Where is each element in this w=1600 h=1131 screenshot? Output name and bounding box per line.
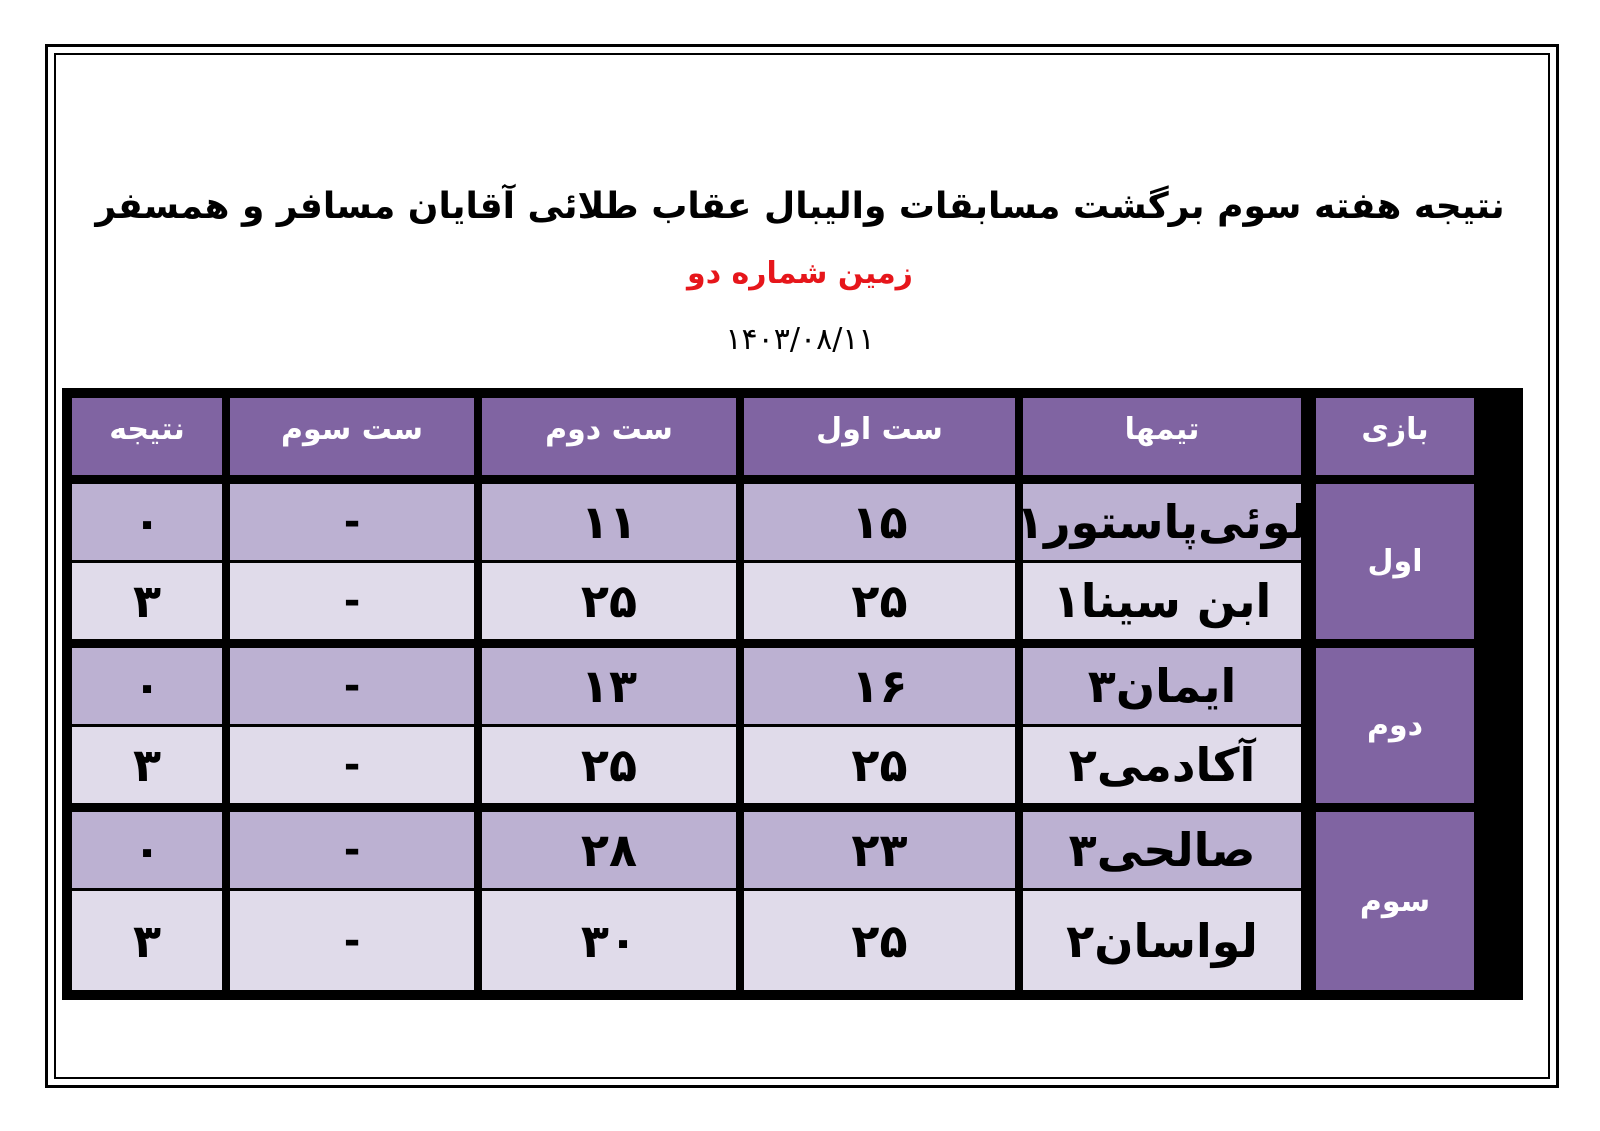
set3-score: - bbox=[230, 484, 474, 560]
team-cell: لوئی‌پاستور۱ bbox=[1023, 484, 1301, 560]
team-cell: ایمان۳ bbox=[1023, 648, 1301, 724]
game-label: سوم bbox=[1316, 812, 1474, 990]
header-set1: ست اول bbox=[744, 398, 1015, 475]
result-score: ۳ bbox=[72, 727, 222, 803]
page-subtitle: زمین شماره دو bbox=[687, 256, 913, 291]
game-label: دوم bbox=[1316, 648, 1474, 803]
result-score: ۳ bbox=[72, 563, 222, 639]
set2-score: ۳۰ bbox=[482, 891, 736, 990]
result-score: ۳ bbox=[72, 891, 222, 990]
set2-score: ۲۸ bbox=[482, 812, 736, 888]
set1-score: ۲۳ bbox=[744, 812, 1015, 888]
set2-score: ۲۵ bbox=[482, 563, 736, 639]
team-cell: لواسان۲ bbox=[1023, 891, 1301, 990]
result-score: ۰ bbox=[72, 484, 222, 560]
set1-score: ۱۵ bbox=[744, 484, 1015, 560]
set1-score: ۲۵ bbox=[744, 563, 1015, 639]
set3-score: - bbox=[230, 891, 474, 990]
header-game: بازی bbox=[1316, 398, 1474, 475]
set3-score: - bbox=[230, 727, 474, 803]
team-cell: ابن سینا۱ bbox=[1023, 563, 1301, 639]
page-date: ۱۴۰۳/۰۸/۱۱ bbox=[725, 322, 875, 357]
header-set3: ست سوم bbox=[230, 398, 474, 475]
header-result: نتیجه bbox=[72, 398, 222, 475]
set1-score: ۲۵ bbox=[744, 727, 1015, 803]
result-score: ۰ bbox=[72, 812, 222, 888]
team-cell: آکادمی۲ bbox=[1023, 727, 1301, 803]
set1-score: ۱۶ bbox=[744, 648, 1015, 724]
set3-score: - bbox=[230, 563, 474, 639]
set2-score: ۲۵ bbox=[482, 727, 736, 803]
set2-score: ۱۱ bbox=[482, 484, 736, 560]
results-table bbox=[62, 388, 1523, 1000]
set3-score: - bbox=[230, 812, 474, 888]
header-teams: تیمها bbox=[1023, 398, 1301, 475]
team-cell: صالحی۳ bbox=[1023, 812, 1301, 888]
set1-score: ۲۵ bbox=[744, 891, 1015, 990]
page-title: نتیجه هفته سوم برگشت مسابقات والیبال عقاب طلائی آقایان مسافر و همسفر bbox=[95, 186, 1505, 227]
set3-score: - bbox=[230, 648, 474, 724]
result-score: ۰ bbox=[72, 648, 222, 724]
game-label: اول bbox=[1316, 484, 1474, 639]
set2-score: ۱۳ bbox=[482, 648, 736, 724]
header-set2: ست دوم bbox=[482, 398, 736, 475]
